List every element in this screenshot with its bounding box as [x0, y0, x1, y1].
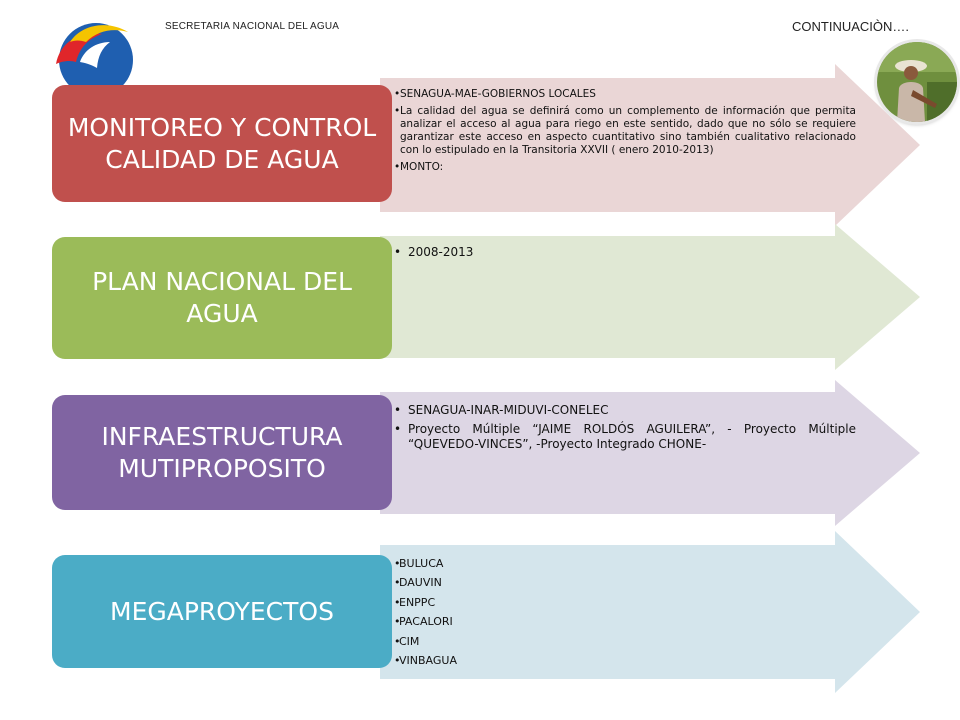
list-item: • BULUCA: [394, 557, 444, 570]
row3-bullets: [394, 403, 856, 456]
row2-label: PLAN NACIONAL DEL AGUA: [92, 267, 352, 328]
list-item: • SENAGUA-INAR-MIDUVI-CONELEC: [394, 403, 609, 417]
row4-label: MEGAPROYECTOS: [110, 596, 334, 626]
list-item: • La calidad del agua se definirá como un complemento de información que permita analizar el acceso al agua para riego en este sentido, dado que no sólo se requiere garantizar este acceso en aspecto cuantitativo sino también cualitativo relacionado con lo estipulado en la Transitoria XXVII ( enero 2010-2013): [394, 105, 856, 156]
list-item: • PACALORI: [394, 615, 453, 629]
org-title: SECRETARIA NACIONAL DEL AGUA: [165, 21, 340, 32]
row4-bullets: [394, 554, 856, 670]
row3-label-box: [52, 395, 392, 510]
list-item: • CIM: [394, 634, 420, 648]
row1-label-box: [52, 85, 392, 202]
list-item: • Proyecto Múltiple “JAIME ROLDÓS AGUILERA”, - Proyecto Múltiple “QUEVEDO-VINCES”, -Proyecto Integrado CHONE-: [394, 422, 856, 451]
row2-bullets: [394, 245, 856, 263]
row3-label: INFRAESTRUCTURA MUTIPROPOSITO: [101, 421, 343, 483]
list-item: • MONTO:: [394, 161, 444, 173]
continuation-label: CONTINUACIÒN….: [792, 19, 909, 34]
row1-label: MONITOREO Y CONTROL CALIDAD DE AGUA: [67, 112, 377, 174]
list-item: • VINBAGUA: [394, 654, 457, 668]
list-item: • ENPPC: [394, 595, 436, 609]
list-item: • 2008-2013: [394, 245, 474, 259]
list-item: • SENAGUA-MAE-GOBIERNOS LOCALES: [394, 88, 596, 100]
row2-label-box: [52, 237, 392, 359]
row1-bullets: [394, 88, 856, 178]
row4-label-box: [52, 555, 392, 668]
list-item: • DAUVIN: [394, 576, 442, 590]
